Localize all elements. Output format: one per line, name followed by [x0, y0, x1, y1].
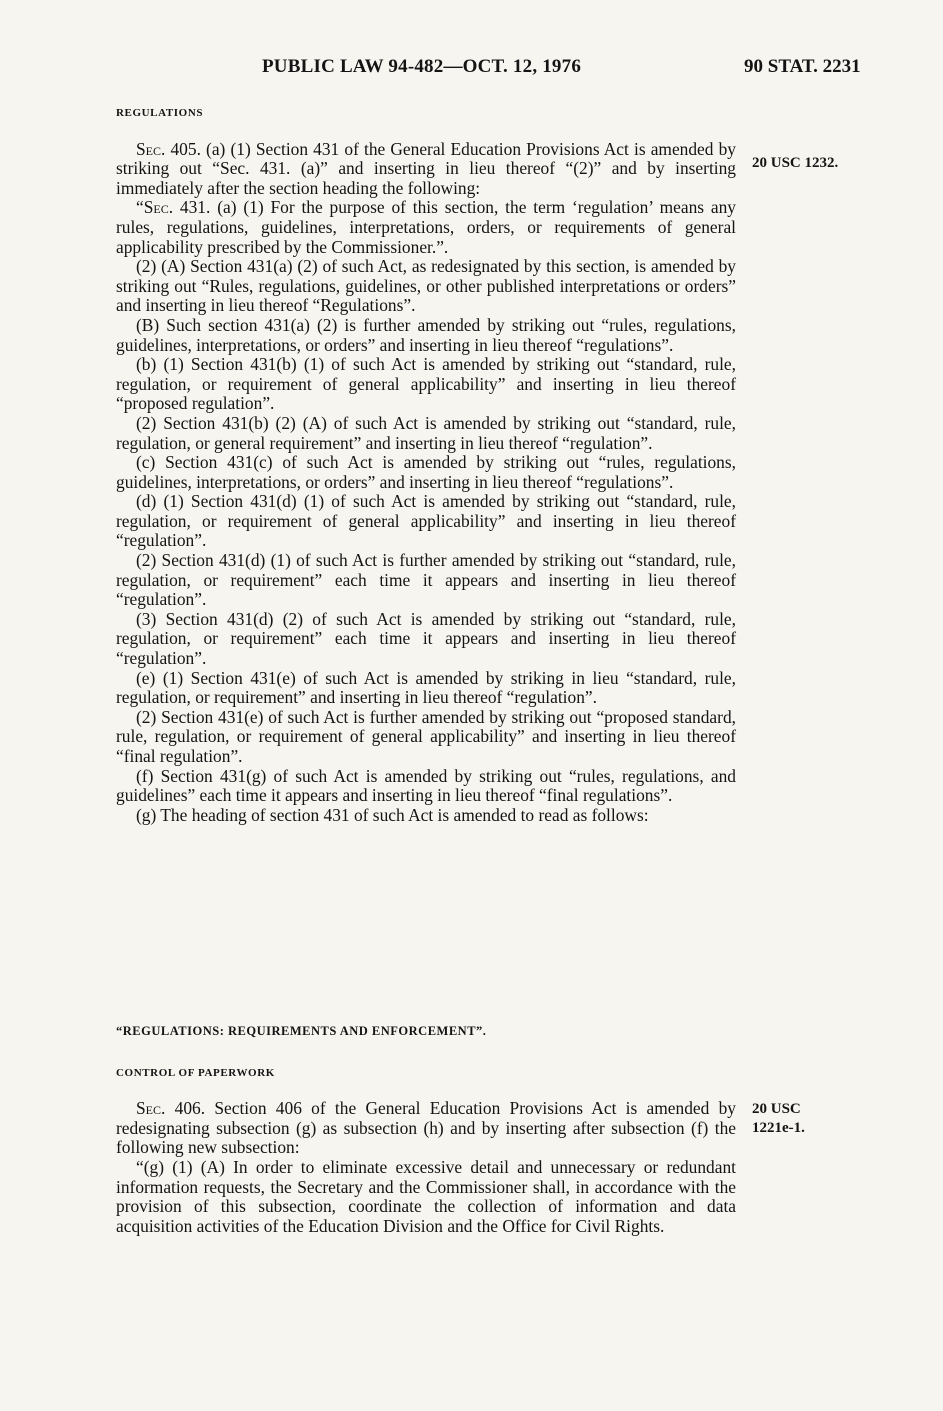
running-head-title: PUBLIC LAW 94-482—OCT. 12, 1976	[262, 56, 582, 77]
statute-reference: 90 STAT. 2231	[744, 56, 861, 77]
sec406-text: Section 406 of the General Education Provisions Act is amended by redesignating subsection (g) as subsection (h) and by inserting after subsection (f) the following new subsection:	[116, 1098, 736, 1158]
margin-note-20-usc-1232: 20 USC 1232.	[752, 155, 839, 171]
sec405-a1-text: (a) (1) Section 431 of the General Education Provisions Act is amended by striking out “Sec. 431. (a)” and inserting in lieu thereof “(2)” and by inserting immediately after the section heading the following:	[116, 138, 736, 198]
sec405-paragraph-f: (f) Section 431(g) of such Act is amended by striking out “rules, regulations, and guidelines” each time it appears and inserting in lieu thereof “final regulations”.	[116, 765, 736, 806]
sec406-label: Sec. 406.	[136, 1098, 206, 1119]
sec405-paragraph-d3: (3) Section 431(d) (2) of such Act is amended by striking out “standard, rule, regulation, or requirement” each time it appears and inserting in lieu thereof “regulation”.	[116, 608, 736, 669]
section-406-block	[116, 1022, 736, 1236]
sec405-paragraph-b: (B) Such section 431(a) (2) is further amended by striking out “rules, regulations, guidelines, interpretations, or orders” and inserting in lieu thereof “regulations”.	[116, 314, 736, 355]
sec406-paragraph	[116, 1099, 736, 1158]
margin-note-1221e-1: 1221e-1.	[752, 1120, 805, 1136]
sec431-definition-text: (a) (1) For the purpose of this section, the term ‘regulation’ means any rules, regulations, guidelines, interpretations, orders, or requirements of general applicability prescribed by the Commissioner.”.	[116, 197, 736, 257]
sec405-paragraph-e2: (2) Section 431(e) of such Act is further amended by striking out “proposed standard, rule, regulation, or requirement of general applicability” and inserting in lieu thereof “final regulation”.	[116, 706, 736, 766]
sec405-paragraph-d2: (2) Section 431(d) (1) of such Act is further amended by striking out “standard, rule, regulation, or requirement” each time it appears and inserting in lieu thereof “regulation”.	[116, 550, 736, 610]
bleed-through-note	[860, 104, 920, 117]
heading-control-of-paperwork: CONTROL OF PAPERWORK	[116, 1066, 275, 1079]
sec405-paragraph-a1	[116, 140, 736, 199]
new-section-heading: “REGULATIONS: REQUIREMENTS AND ENFORCEMENT”.	[116, 1024, 487, 1038]
sec405-label: Sec. 405.	[136, 138, 201, 159]
sec406-paragraph-g1a: “(g) (1) (A) In order to eliminate excessive detail and unnecessary or redundant information requests, the Secretary and the Commissioner shall, in accordance with the provision of this subsection, coordinate the collection of information and data acquisition activities of the Education Division and the Office for Civil Rights.	[116, 1156, 736, 1236]
sec405-paragraph-2a: (2) (A) Section 431(a) (2) of such Act, as redesignated by this section, is amended by striking out “Rules, regulations, guidelines, or other published interpretations or orders” and inserting in lieu thereof “Regulations”.	[116, 256, 736, 316]
heading-regulations: REGULATIONS	[116, 107, 204, 119]
margin-note-20-usc: 20 USC	[752, 1101, 801, 1117]
sec431-label: “Sec. 431.	[136, 197, 211, 218]
sec431-definition	[116, 198, 736, 257]
sec405-paragraph-e1: (e) (1) Section 431(e) of such Act is amended by striking in lieu “standard, rule, regulation, or requirement” and inserting in lieu thereof “regulation”.	[116, 667, 736, 708]
section-405-block	[116, 104, 736, 825]
sec405-paragraph-g: (g) The heading of section 431 of such Act is amended to read as follows:	[136, 804, 649, 825]
sec405-paragraph-b1: (b) (1) Section 431(b) (1) of such Act is amended by striking out “standard, rule, regulation, or requirement of general applicability” and inserting in lieu thereof “proposed regulation”.	[116, 354, 736, 414]
sec405-paragraph-b2: (2) Section 431(b) (2) (A) of such Act is amended by striking out “standard, rule, regulation, or general requirement” and inserting in lieu thereof “regulation”.	[116, 412, 736, 453]
sec405-paragraph-d1: (d) (1) Section 431(d) (1) of such Act is amended by striking out “standard, rule, regulation, or requirement of general applicability” and inserting in lieu thereof “regulation”.	[116, 491, 736, 551]
sec405-paragraph-c: (c) Section 431(c) of such Act is amended by striking out “rules, regulations, guidelines, interpretations, or orders” and inserting in lieu thereof “regulations”.	[116, 452, 736, 492]
